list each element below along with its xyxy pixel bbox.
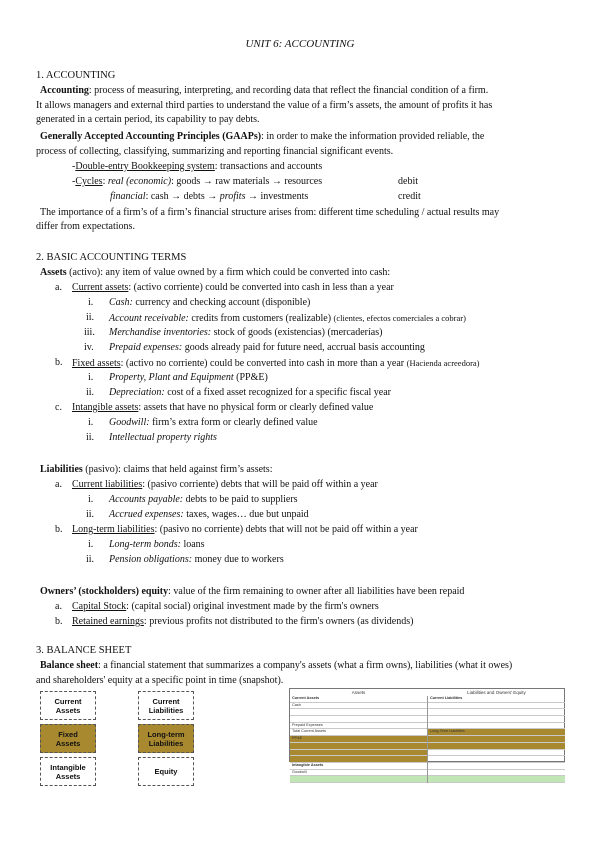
table-row [290,770,427,777]
table-cell-label: Current Liabilities [430,696,463,700]
balance-sheet-definition: Balance sheet: a financial statement that summarizes a company's assets (what a firm owns), liabilities (what it owes) [40,660,513,671]
table-cell-label: Current Assets [292,696,320,700]
cycles-financial-item: financial: cash → debts → profits → investments [110,191,309,202]
section-heading-basic-terms: 2. BASIC ACCOUNTING TERMS [36,252,187,263]
list-marker: ii. [86,312,95,323]
table-row [290,776,427,783]
table-row [290,756,427,763]
gaap-line-2: process of collecting, classifying, summarizing and reporting financial significant events. [36,146,394,157]
table-header-liabilities-equity: Liabilities and Owners' Equity [467,690,526,695]
pension-obligations-item: Pension obligations: money due to workers [109,554,284,565]
cycles-real-item: -Cycles: real (economic): goods → raw materials → resources [72,176,323,187]
table-row [428,770,565,777]
list-marker: i. [88,417,94,428]
balance-sheet-line-2: and shareholders' equity at a specific point in time (snapshot). [36,675,284,686]
accounts-payable-item: Accounts payable: debts to be paid to suppliers [109,494,298,505]
table-row [428,729,565,736]
table-cell-label: Intangible Assets [292,762,324,767]
list-marker: iii. [84,327,95,338]
diagram-intangible-assets: Intangible Assets [40,757,96,786]
table-row [428,736,565,743]
list-marker: a. [55,479,62,490]
list-marker: a. [55,601,62,612]
section-heading-accounting: 1. ACCOUNTING [36,70,116,81]
table-column-assets [290,696,428,783]
table-row [290,709,427,716]
table-cell-label: Long-Term Liabilities [430,729,465,734]
table-column-liabilities [428,696,565,783]
table-cell-label: Goodwill [292,769,307,774]
gaap-definition: Generally Accepted Accounting Principles (GAAPs): in order to make the information provided reliable, the [40,131,485,142]
capital-stock-item: Capital Stock: (capital social) original investment made by the firm's owners [72,601,379,612]
table-row [290,750,427,757]
diagram-current-liabilities: Current Liabilities [138,691,194,720]
table-row [428,763,565,770]
importance-line-2: differ from expectations. [36,221,135,232]
table-cell-label: Total Current Assets [292,729,326,734]
table-row [428,723,565,730]
ppe-item: Property, Plant and Equipment (PP&E) [109,372,268,383]
table-row [428,756,565,763]
list-marker: b. [55,524,63,535]
table-row [290,729,427,736]
current-assets-item: Current assets: (activo corriente) could be converted into cash in less than a year [72,282,394,293]
table-row [428,709,565,716]
table-row [290,696,427,703]
fixed-assets-item: Fixed assets: (activo no corriente) could be converted into cash in more than a year (Hacienda acreedora) [72,358,480,369]
table-row [428,696,565,703]
table-row [428,703,565,710]
table-row [428,716,565,723]
table-row [290,743,427,750]
table-header-assets: Assets [351,690,366,695]
diagram-equity: Equity [138,757,194,786]
list-marker: iv. [84,342,94,353]
table-row [290,703,427,710]
list-marker: i. [88,297,94,308]
account-receivable-item: Account receivable: credits from customers (realizable) (clientes, efectos comerciales a cobrar) [109,313,466,324]
page-title: UNIT 6: ACCOUNTING [245,38,355,50]
cycles-financial-credit: credit [398,191,421,202]
table-row [428,750,565,757]
list-marker: b. [55,357,63,368]
diagram-long-term-liabilities: Long-term Liabilities [138,724,194,753]
cycles-real-debit: debit [398,176,418,187]
balance-sheet-table [289,688,565,774]
accounting-line-3: generated in a certain period, its capability to pay debts. [36,114,260,125]
table-row [290,736,427,743]
long-term-bonds-item: Long-term bonds: loans [109,539,205,550]
prepaid-expenses-item: Prepaid expenses: goods already paid for future need, accrual basis accounting [109,342,425,353]
equity-definition: Owners’ (stockholders) equity: value of the firm remaining to owner after all liabilities have been repaid [40,586,465,597]
retained-earnings-item: Retained earnings: previous profits not distributed to the firm's owners (as dividends) [72,616,414,627]
accrued-expenses-item: Accrued expenses: taxes, wages… due but unpaid [109,509,309,520]
intellectual-property-item: Intellectual property rights [109,432,217,443]
intangible-assets-item: Intangible assets: assets that have no physical form or clearly defined value [72,402,374,413]
table-row [428,776,565,783]
list-marker: i. [88,494,94,505]
list-marker: ii. [86,554,95,565]
current-liabilities-item: Current liabilities: (pasivo corriente) debts that will be paid off within a year [72,479,378,490]
list-marker: i. [88,372,94,383]
table-cell-label: Cash [292,702,301,707]
list-marker: ii. [86,432,95,443]
long-term-liabilities-item: Long-term liabilities: (pasivo no corriente) debts that will not be paid off within a year [72,524,418,535]
section-heading-balance-sheet: 3. BALANCE SHEET [36,645,132,656]
importance-line-1: The importance of a firm’s of a firm’s financial structure arises from: different time scheduling / actual results may [40,207,500,218]
table-row [428,743,565,750]
cash-item: Cash: currency and checking account (disponible) [109,297,311,308]
table-row [290,723,427,730]
list-marker: c. [55,402,62,413]
table-row [290,763,427,770]
merchandise-inventories-item: Merchandise inventories: stock of goods (existencias) (mercaderías) [109,327,383,338]
depreciation-item: Depreciation: cost of a fixed asset recognized for a specific fiscal year [109,387,392,398]
accounting-line-2: It allows managers and external third parties to understand the value of a firm’s assets, the amount of profits it has [36,100,493,111]
list-marker: ii. [86,509,95,520]
table-row [290,716,427,723]
accounting-definition: Accounting: process of measuring, interpreting, and recording data that reflect the financial condition of a firm. [40,85,489,96]
list-marker: ii. [86,387,95,398]
list-marker: b. [55,616,63,627]
table-cell-label: Prepaid Expenses [292,722,323,727]
double-entry-item: -Double-entry Bookkeeping system: transactions and accounts [72,161,323,172]
table-cell-label: PP&E [292,736,303,741]
liabilities-definition: Liabilities (pasivo): claims that held against firm’s assets: [40,464,273,475]
goodwill-item: Goodwill: firm’s extra form or clearly defined value [109,417,318,428]
diagram-fixed-assets: Fixed Assets [40,724,96,753]
assets-definition: Assets (activo): any item of value owned by a firm which could be converted into cash: [40,267,391,278]
diagram-current-assets: Current Assets [40,691,96,720]
list-marker: a. [55,282,62,293]
list-marker: i. [88,539,94,550]
